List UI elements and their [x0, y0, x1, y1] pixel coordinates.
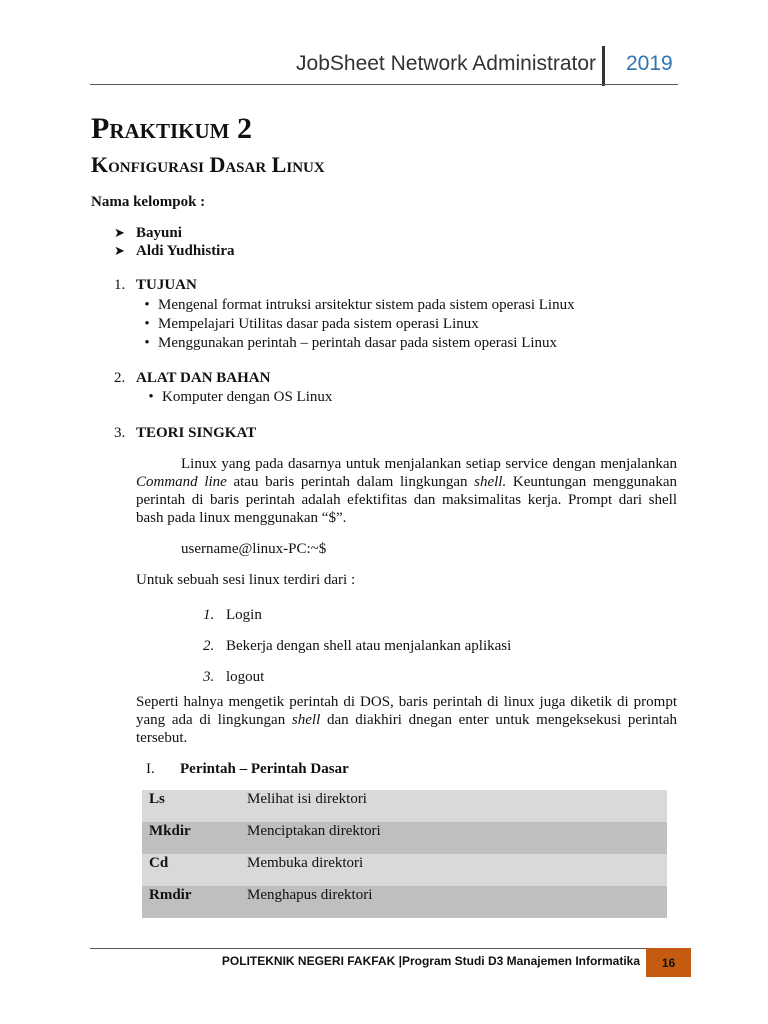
bullet-icon: •: [144, 316, 150, 332]
section-heading-tujuan: [114, 277, 197, 294]
page-title: Praktikum 2: [91, 112, 252, 145]
list-item: 2. Bekerja dengan shell atau menjalankan aplikasi: [203, 638, 512, 654]
commands-table: [142, 790, 667, 918]
header-year: 2019: [626, 52, 673, 75]
session-intro: Untuk sebuah sesi linux terdiri dari :: [136, 572, 356, 588]
section-title: TEORI SINGKAT: [136, 425, 257, 441]
tujuan-list: [136, 296, 575, 353]
group-member-list: [114, 224, 235, 260]
section-title: TUJUAN: [136, 277, 197, 293]
list-item: [114, 224, 235, 242]
command-description: Menciptakan direktori: [247, 823, 381, 839]
commands-heading: [146, 761, 349, 778]
header-rule: [90, 84, 678, 85]
bullet-icon: •: [144, 297, 150, 313]
command-name: Cd: [149, 855, 169, 871]
commands-number: I.: [146, 761, 155, 777]
page-subtitle: Konfigurasi Dasar Linux: [91, 152, 325, 177]
table-row: [142, 822, 667, 854]
group-member: Aldi Yudhistira: [136, 242, 235, 259]
list-item: [114, 242, 235, 260]
command-name: Mkdir: [149, 823, 191, 839]
commands-title: Perintah – Perintah Dasar: [180, 761, 349, 777]
section-heading-alat: [114, 370, 270, 387]
command-description: Menghapus direktori: [247, 887, 373, 903]
list-item: 1. Login: [203, 607, 262, 623]
footer-rule: [90, 948, 690, 949]
page-number: 16: [646, 948, 691, 977]
commands-table-wrap: [142, 790, 667, 918]
group-member: Bayuni: [136, 224, 182, 241]
header-title: JobSheet Network Administrator: [296, 52, 596, 75]
arrowhead-bullet-icon: ➤: [114, 225, 125, 240]
session-steps-list: [203, 600, 511, 693]
bullet-icon: •: [144, 335, 150, 351]
table-row: [142, 790, 667, 822]
command-name: Ls: [149, 791, 165, 807]
list-item-text: Mengenal format intruksi arsitektur sistem pada sistem operasi Linux: [158, 297, 575, 313]
section-heading-teori: [114, 425, 256, 442]
footer-text: POLITEKNIK NEGERI FAKFAK |Program Studi D3 Manajemen Informatika: [221, 954, 640, 968]
list-item: [136, 334, 575, 353]
alat-list: [140, 388, 332, 407]
shell-prompt-example: username@linux-PC:~$: [181, 541, 327, 557]
section-title: ALAT DAN BAHAN: [136, 370, 271, 386]
list-item-text: Menggunakan perintah – perintah dasar pada sistem operasi Linux: [158, 335, 558, 351]
section-number: 1.: [114, 277, 126, 293]
list-item-text: Komputer dengan OS Linux: [162, 389, 333, 405]
arrowhead-bullet-icon: ➤: [114, 243, 125, 258]
teori-paragraph-1: Linux yang pada dasarnya untuk menjalankan setiap service dengan menjalankan Command line atau baris perintah dalam lingkungan shell. Keuntungan menggunakan perintah di baris perintah adalah efektifitas dan maksimalitas kerja. Prompt dari shell bash pada linux menggunakan “$”.: [136, 456, 677, 526]
list-item: [136, 296, 575, 315]
list-item: [140, 388, 332, 407]
table-row: [142, 886, 667, 918]
command-name: Rmdir: [149, 887, 192, 903]
bullet-icon: •: [148, 389, 154, 405]
list-item: [136, 315, 575, 334]
list-item: 3. logout: [203, 669, 265, 685]
list-item-text: Mempelajari Utilitas dasar pada sistem operasi Linux: [158, 316, 479, 332]
header-divider: [602, 46, 605, 86]
group-label: Nama kelompok :: [91, 194, 206, 210]
command-description: Membuka direktori: [247, 855, 364, 871]
section-number: 3.: [114, 425, 126, 441]
command-description: Melihat isi direktori: [247, 791, 367, 807]
section-number: 2.: [114, 370, 126, 386]
teori-paragraph-2: Seperti halnya mengetik perintah di DOS, baris perintah di linux juga diketik di prompt yang ada di lingkungan shell dan diakhiri dnegan enter untuk mengeksekusi perintah tersebut.: [136, 694, 677, 746]
table-row: [142, 854, 667, 886]
